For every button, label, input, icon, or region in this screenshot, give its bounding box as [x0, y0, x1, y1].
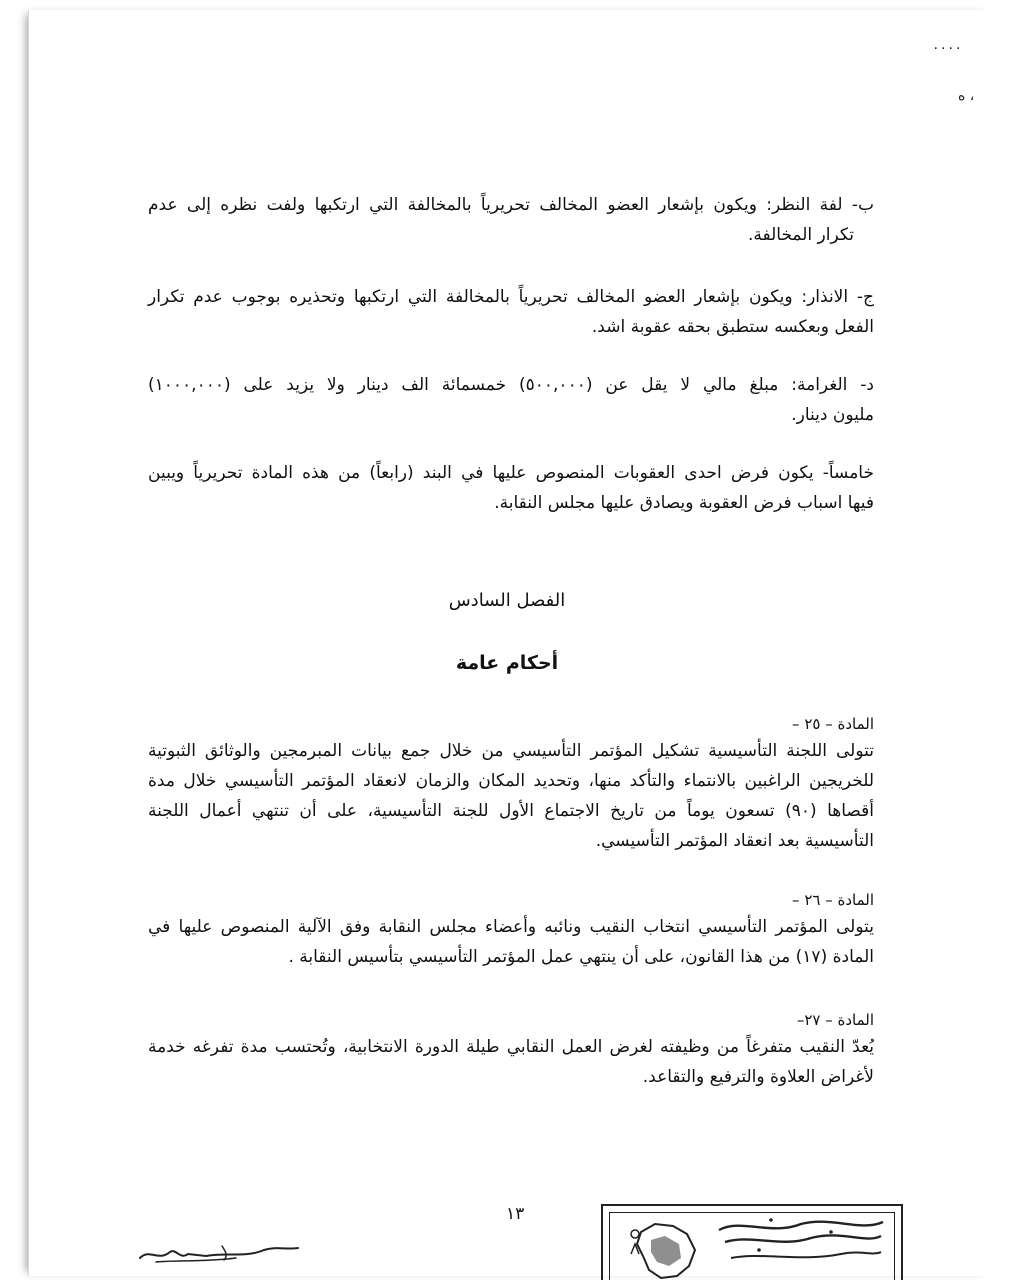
- article-25-title: المادة – ٢٥ –: [792, 715, 874, 733]
- paragraph-fifth: [148, 458, 874, 518]
- article-27-title: المادة – ٢٧–: [796, 1011, 874, 1029]
- article-25-line-4: التأسيسية بعد انعقاد المؤتمر التأسيسي.: [595, 831, 874, 851]
- article-26-title: المادة – ٢٦ –: [792, 891, 874, 909]
- article-25-line-2: للخريجين الراغبين بالانتماء والتأكد منها، وتحديد المكان والزمان لانعقاد المؤتمر التأسيسي خلال مدة: [148, 771, 874, 791]
- chapter-subtitle: أحكام عامة: [455, 652, 559, 674]
- article-26-line-2: المادة (١٧) من هذا القانون، على أن ينتهي عمل المؤتمر التأسيسي بتأسيس النقابة .: [288, 947, 874, 967]
- article-25: [148, 712, 874, 856]
- paragraph-b: [148, 190, 874, 250]
- stamp-lettering-icon: [711, 1212, 891, 1276]
- article-26: [148, 888, 874, 972]
- article-26-line-1: يتولى المؤتمر التأسيسي انتخاب النقيب ونائبه وأعضاء مجلس النقابة وفق الآلية المنصوص عليها في: [148, 917, 874, 937]
- iraq-map-emblem-icon: [621, 1214, 711, 1280]
- paragraph-d-line-2: مليون دينار.: [791, 405, 874, 425]
- paragraph-c: [148, 282, 874, 342]
- paragraph-b-line-1: ب- لفة النظر: ويكون بإشعار العضو المخالف تحريرياً بالمخالفة التي ارتكبها ولفت نظره إلى عدم: [148, 195, 874, 215]
- corner-mark-top: ٠٠٠٠: [932, 40, 963, 56]
- article-25-line-3: أقصاها (٩٠) تسعون يوماً من تاريخ الاجتماع الأول للجنة التأسيسية، على أن تنتهي أعمال اللجنة: [148, 801, 875, 821]
- paragraph-d: [148, 370, 874, 430]
- paragraph-fifth-line-1: خامساً- يكون فرض احدى العقوبات المنصوص عليها في البند (رابعاً) من هذه المادة تحريرياً ويبين: [148, 463, 874, 483]
- signature-icon: [136, 1238, 306, 1268]
- article-27-line-2: لأغراض العلاوة والترفيع والتقاعد.: [642, 1067, 874, 1087]
- article-27: [148, 1008, 874, 1092]
- official-stamp: [601, 1204, 903, 1280]
- article-25-line-1: تتولى اللجنة التأسيسية تشكيل المؤتمر التأسيسي من خلال جمع بيانات المبرمجين والوثائق الثبوتية: [148, 741, 874, 761]
- article-27-line-1: يُعدّ النقيب متفرغاً من وظيفته لغرض العمل النقابي طيلة الدورة الانتخابية، وتُحتسب مدة تفرغه خدمة: [148, 1037, 874, 1057]
- page-number: ١٣: [506, 1204, 525, 1224]
- paragraph-fifth-line-2: فيها اسباب فرض العقوبة ويصادق عليها مجلس النقابة.: [494, 493, 874, 513]
- paragraph-c-line-1: ج- الانذار: ويكون بإشعار العضو المخالف تحريرياً بالمخالفة التي ارتكبها وتحذيره بوجوب عدم تكرار: [148, 287, 874, 307]
- paragraph-c-line-2: الفعل وبعكسه ستطبق بحقه عقوبة اشد.: [591, 317, 874, 337]
- paragraph-b-line-2: تكرار المخالفة.: [747, 225, 854, 245]
- chapter-title: الفصل السادس: [448, 590, 566, 611]
- corner-mark-second: ه ،: [958, 88, 975, 104]
- paragraph-d-line-1: د- الغرامة: مبلغ مالي لا يقل عن (٥٠٠,٠٠٠) خمسمائة الف دينار ولا يزيد على (١٠٠٠,٠٠٠): [148, 375, 874, 395]
